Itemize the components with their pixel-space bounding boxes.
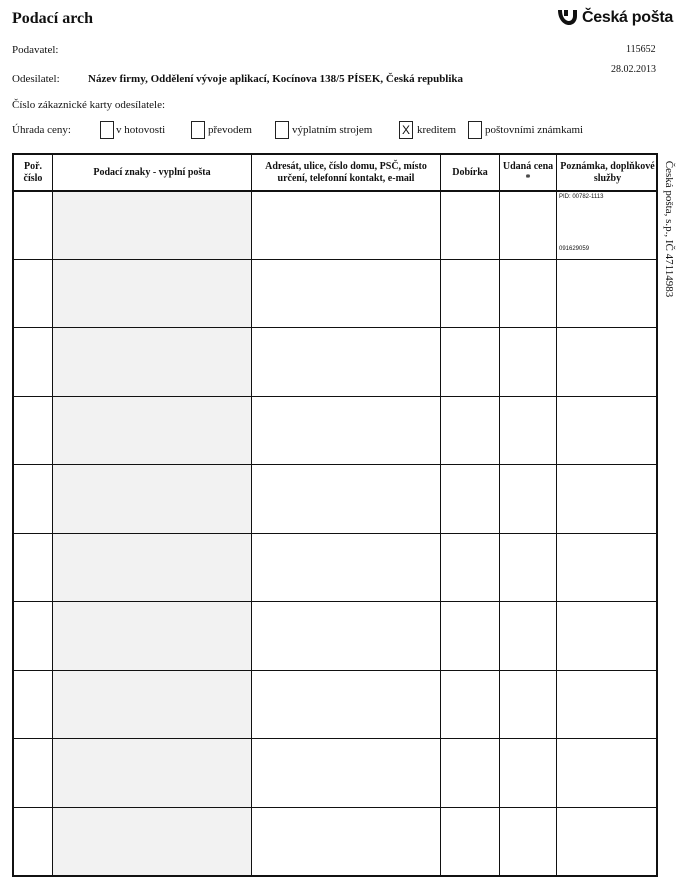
payment-cash-label: v hotovosti — [116, 124, 166, 136]
sheet-number: 115652 — [626, 44, 656, 55]
payment-credit-checkbox[interactable]: X — [399, 121, 413, 139]
side-company-info — [662, 154, 676, 304]
header-post-marks: Podací znaky - vyplní pošta — [93, 167, 211, 178]
header-order: Poř. číslo — [23, 161, 43, 184]
ceska-posta-logo — [555, 8, 673, 28]
page-title: Podací arch — [12, 10, 94, 27]
header-addressee: Adresát, ulice, číslo domu, PSČ, místo určení, telefonní kontakt, e-mail — [265, 161, 427, 184]
payment-transfer-checkbox[interactable] — [191, 121, 205, 139]
submission-table — [12, 153, 658, 877]
header-note: Poznámka, doplňkové služby — [560, 161, 655, 184]
row1-pid-note: PID: 00782-1113 — [559, 194, 604, 200]
payment-franking-machine-label: výplatním strojem — [292, 124, 373, 136]
payment-cash-checkbox[interactable] — [100, 121, 114, 139]
logo-text: Česká pošta — [582, 9, 673, 26]
consignor-value: Název firmy, Oddělení vývoje aplikací, Kocínova 138/5 PÍSEK, Česká republika — [88, 73, 464, 85]
customer-card-label: Číslo zákaznické karty odesílatele: — [12, 99, 166, 111]
sender-label: Podavatel: — [12, 44, 59, 56]
side-company-text: Česká pošta, s.p., IČ 47114983 — [663, 160, 675, 298]
payment-credit-label: kreditem — [417, 124, 457, 136]
payment-transfer-label: převodem — [208, 124, 252, 136]
payment-stamps-checkbox[interactable] — [468, 121, 482, 139]
row1-id-note: 091629059 — [559, 246, 590, 252]
sheet-date: 28.02.2013 — [611, 64, 656, 75]
header-declared-value: Udaná cena * — [502, 161, 554, 184]
payment-label: Úhrada ceny: — [12, 124, 71, 136]
header-cod: Dobírka — [452, 167, 488, 178]
payment-stamps-label: poštovními známkami — [485, 124, 584, 136]
consignor-label: Odesilatel: — [12, 73, 60, 85]
post-horn-icon — [555, 8, 579, 28]
payment-franking-machine-checkbox[interactable] — [275, 121, 289, 139]
